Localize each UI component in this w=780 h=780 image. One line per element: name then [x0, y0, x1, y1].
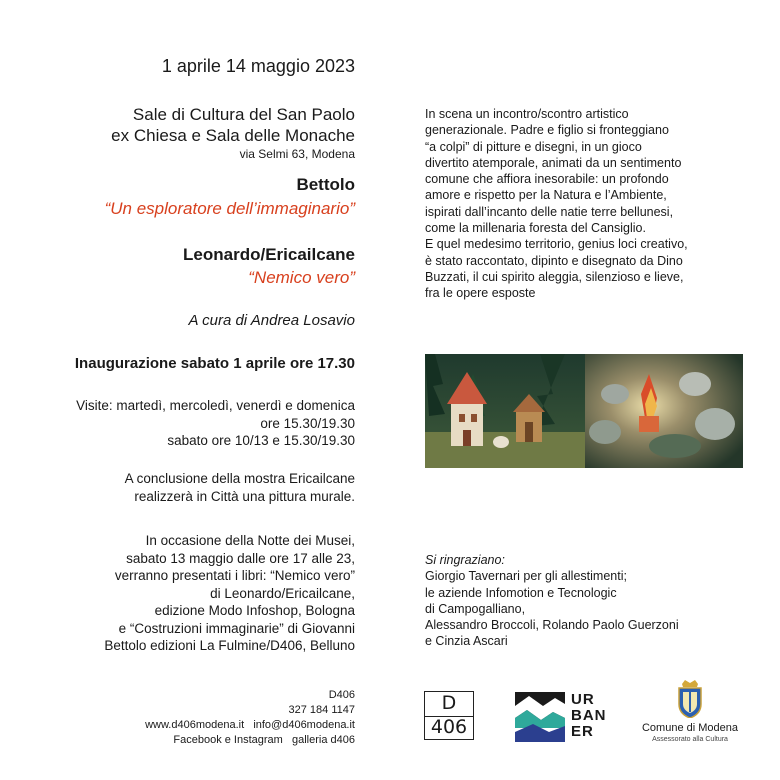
- visiting-hours-line: Visite: martedì, mercoledì, venerdì e domenica: [76, 398, 355, 413]
- acknowledgement-line: e Cinzia Ascari: [425, 634, 508, 649]
- d406-logo-number: 406: [430, 716, 468, 738]
- contact-web-email: [145, 718, 355, 733]
- venue: [111, 104, 355, 146]
- modena-coat-of-arms-icon: [675, 680, 705, 718]
- acknowledgements-heading: Si ringraziano:: [425, 553, 505, 567]
- description-line: In scena un incontro/scontro artistico: [425, 107, 629, 121]
- museum-night-line: e “Costruzioni immaginarie” di Giovanni: [118, 620, 355, 636]
- contact-phone[interactable]: 327 184 1147: [288, 704, 355, 716]
- exhibition-title: “Un esploratore dell’immaginario”: [104, 199, 355, 218]
- exhibition-description: [425, 106, 765, 302]
- museum-night-line: sabato 13 maggio dalle ore 17 alle 23,: [126, 550, 355, 566]
- venue-address: via Selmi 63, Modena: [239, 147, 355, 161]
- museum-night-line: In occasione della Notte dei Musei,: [145, 533, 355, 548]
- museum-night-line: edizione Modo Infoshop, Bologna: [154, 603, 355, 618]
- comune-subtitle: Assessorato alla Cultura: [652, 736, 728, 743]
- website-link[interactable]: www.d406modena.it: [145, 719, 245, 731]
- museum-night-line: Bettolo edizioni La Fulmine/D406, Belluno: [104, 638, 355, 653]
- urbaner-logo: [515, 692, 620, 742]
- description-line: come la millenaria foresta del Cansiglio.: [425, 221, 646, 236]
- museum-night-line: verranno presentati i libri: “Nemico vero”: [114, 568, 355, 583]
- urbaner-wordmark-line: BAN: [571, 707, 607, 724]
- exhibition-dates: 1 aprile 14 maggio 2023: [161, 56, 355, 76]
- comune-di-modena-logo: [635, 680, 745, 744]
- curator: A cura di Andrea Losavio: [188, 312, 355, 329]
- conclusion-line: A conclusione della mostra Ericailcane: [124, 471, 355, 486]
- visiting-hours-line: sabato ore 10/13 e 15.30/19.30: [167, 433, 355, 448]
- exhibition-title: “Nemico vero”: [248, 268, 355, 287]
- left-column: [0, 0, 355, 780]
- visiting-hours: [76, 397, 355, 450]
- artist-name: Bettolo: [296, 175, 355, 194]
- urbaner-wordmark-line: ER: [571, 723, 594, 740]
- acknowledgement-line: Giorgio Tavernari per gli allestimenti;: [425, 569, 627, 584]
- contacts: [145, 688, 355, 748]
- contact-name: D406: [328, 689, 355, 701]
- contact-social[interactable]: Facebook e Instagram galleria d406: [173, 734, 355, 746]
- acknowledgement-line: di Campogalliano,: [425, 601, 526, 616]
- comune-name: Comune di Modena: [641, 722, 738, 734]
- artwork-image: [425, 354, 743, 468]
- description-line: comune che affiora inesorabile: un profondo: [425, 172, 669, 187]
- artist-name: Leonardo/Ericailcane: [183, 245, 355, 264]
- description-line: “a colpi” di pitture e disegni, in un gioco: [425, 139, 642, 154]
- urbaner-logo-mark: [515, 692, 565, 742]
- inauguration: Inaugurazione sabato 1 aprile ore 17.30: [74, 355, 355, 372]
- acknowledgement-line: le aziende Infomotion e Tecnologic: [425, 585, 617, 600]
- d406-logo-letter: D: [441, 692, 457, 714]
- visiting-hours-line: ore 15.30/19.30: [260, 415, 355, 431]
- conclusion-line: realizzerà in Città una pittura murale.: [134, 488, 355, 504]
- description-line: è stato raccontato, dipinto e disegnato da Dino: [425, 253, 683, 268]
- acknowledgement-line: Alessandro Broccoli, Rolando Paolo Guerzoni: [425, 618, 679, 633]
- venue-line: ex Chiesa e Sala delle Monache: [111, 126, 355, 145]
- venue-line: Sale di Cultura del San Paolo: [132, 105, 355, 124]
- description-line: ispirati dall’incanto delle natie terre bellunesi,: [425, 204, 674, 219]
- museum-night-note: [104, 532, 355, 655]
- description-line: generazionale. Padre e figlio si fronteggiano: [425, 123, 669, 138]
- description-line: E quel medesimo territorio, genius loci creativo,: [425, 237, 688, 252]
- description-line: divertito atemporale, animati da un sentimento: [425, 155, 682, 170]
- email-link[interactable]: info@d406modena.it: [253, 719, 355, 731]
- urbaner-wordmark-line: UR: [571, 691, 595, 708]
- acknowledgements: [425, 552, 765, 650]
- museum-night-line: di Leonardo/Ericailcane,: [210, 585, 355, 601]
- description-line: Buzzati, il cui spirito aleggia, silenzioso e lieve,: [425, 269, 684, 284]
- description-line: fra le opere esposte: [425, 286, 536, 301]
- urbaner-wordmark: [571, 692, 607, 740]
- description-line: amore e rispetto per la Natura e l’Ambiente,: [425, 188, 667, 203]
- conclusion-note: [125, 470, 355, 505]
- d406-logo: [424, 691, 474, 740]
